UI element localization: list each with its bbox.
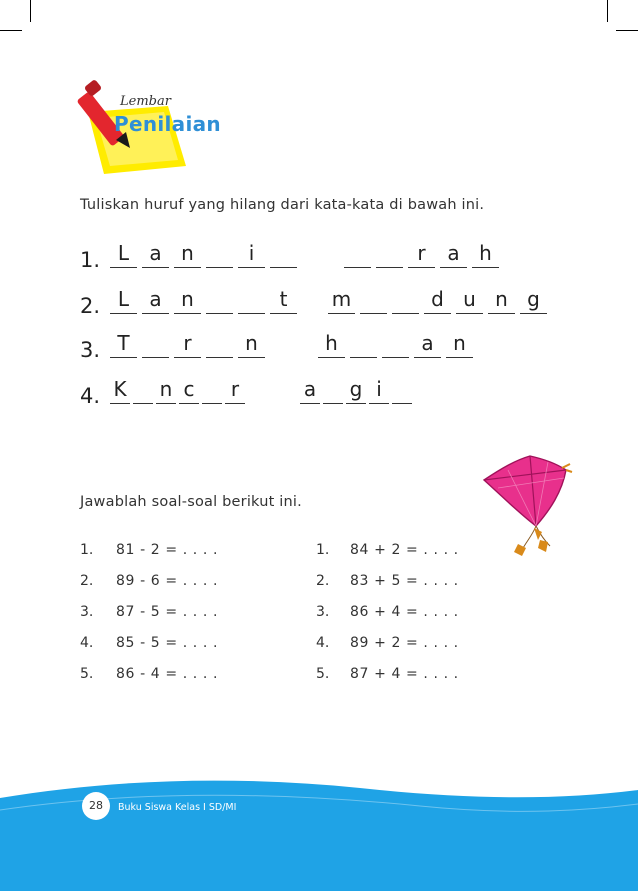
question-expression: 85 - 5 = . . . . [116,635,219,651]
letter-slot: a [300,376,320,404]
footer-wave-shape [0,770,638,891]
letter-slot: g [346,376,366,404]
question-number: 1. [316,542,330,558]
letter-slot: d [424,286,451,314]
first-word [110,376,245,404]
blank-slot[interactable] [206,240,233,268]
letter-slot: h [472,240,499,268]
letter-slot: n [156,376,176,404]
letter-slot: n [174,286,201,314]
lembar-penilaian-badge [68,78,238,178]
row-number: 4. [80,384,101,408]
question-expression: 84 + 2 = . . . . [350,542,459,558]
question-expression: 83 + 5 = . . . . [350,573,459,589]
second-word [344,240,499,268]
letter-slot: t [270,286,297,314]
question-expression: 89 + 2 = . . . . [350,635,459,651]
row-number: 1. [80,248,101,272]
blank-slot[interactable] [133,376,153,404]
first-word [110,240,297,268]
blank-slot[interactable] [392,286,419,314]
footer-wave [0,770,638,891]
row-number: 3. [80,338,101,362]
kite-icon [478,448,578,566]
question-expression: 86 + 4 = . . . . [350,604,459,620]
blank-slot[interactable] [206,286,233,314]
letter-slot: r [174,330,201,358]
first-word [110,330,265,358]
question-expression: 81 - 2 = . . . . [116,542,219,558]
row-number: 2. [80,294,101,318]
letter-slot: c [179,376,199,404]
crop-mark [0,30,22,31]
crop-mark [616,30,638,31]
letter-slot: a [414,330,441,358]
blank-slot[interactable] [350,330,377,358]
blank-slot[interactable] [376,240,403,268]
question-number: 4. [316,635,330,651]
blank-slot[interactable] [202,376,222,404]
blank-slot[interactable] [142,330,169,358]
letter-slot: n [446,330,473,358]
question-number: 4. [80,635,94,651]
blank-slot[interactable] [238,286,265,314]
question-number: 5. [316,666,330,682]
blank-slot[interactable] [270,240,297,268]
question-number: 2. [80,573,94,589]
question-expression: 86 - 4 = . . . . [116,666,219,682]
letter-slot: a [440,240,467,268]
first-word [110,286,297,314]
letter-slot: m [328,286,355,314]
question-number: 1. [80,542,94,558]
question-expression: 87 - 5 = . . . . [116,604,219,620]
letter-slot: K [110,376,130,404]
blank-slot[interactable] [382,330,409,358]
second-word [318,330,473,358]
letter-slot: a [142,240,169,268]
question-number: 3. [316,604,330,620]
letter-slot: L [110,286,137,314]
letter-slot: n [488,286,515,314]
letter-slot: i [369,376,389,404]
letter-slot: T [110,330,137,358]
letter-slot: u [456,286,483,314]
letter-slot: L [110,240,137,268]
page-number: 28 [82,792,110,820]
letter-slot: n [174,240,201,268]
blank-slot[interactable] [344,240,371,268]
question-number: 2. [316,573,330,589]
letter-slot: r [225,376,245,404]
letter-slot: h [318,330,345,358]
question-expression: 89 - 6 = . . . . [116,573,219,589]
letter-slot: n [238,330,265,358]
crop-mark [607,0,608,22]
letter-slot: r [408,240,435,268]
book-title: Buku Siswa Kelas I SD/MI [118,802,237,813]
blank-slot[interactable] [392,376,412,404]
badge-line1: Lembar [120,94,171,109]
blank-slot[interactable] [360,286,387,314]
letter-slot: g [520,286,547,314]
letter-slot: i [238,240,265,268]
question-expression: 87 + 4 = . . . . [350,666,459,682]
crop-mark [30,0,31,22]
blank-slot[interactable] [206,330,233,358]
badge-title: Penilaian [114,112,221,136]
second-word [328,286,547,314]
instruction-answer-questions: Jawablah soal-soal berikut ini. [80,494,302,510]
question-number: 3. [80,604,94,620]
instruction-missing-letters: Tuliskan huruf yang hilang dari kata-kata di bawah ini. [80,197,485,213]
letter-slot: a [142,286,169,314]
kite-illustration [478,448,578,566]
blank-slot[interactable] [323,376,343,404]
second-word [300,376,412,404]
question-number: 5. [80,666,94,682]
